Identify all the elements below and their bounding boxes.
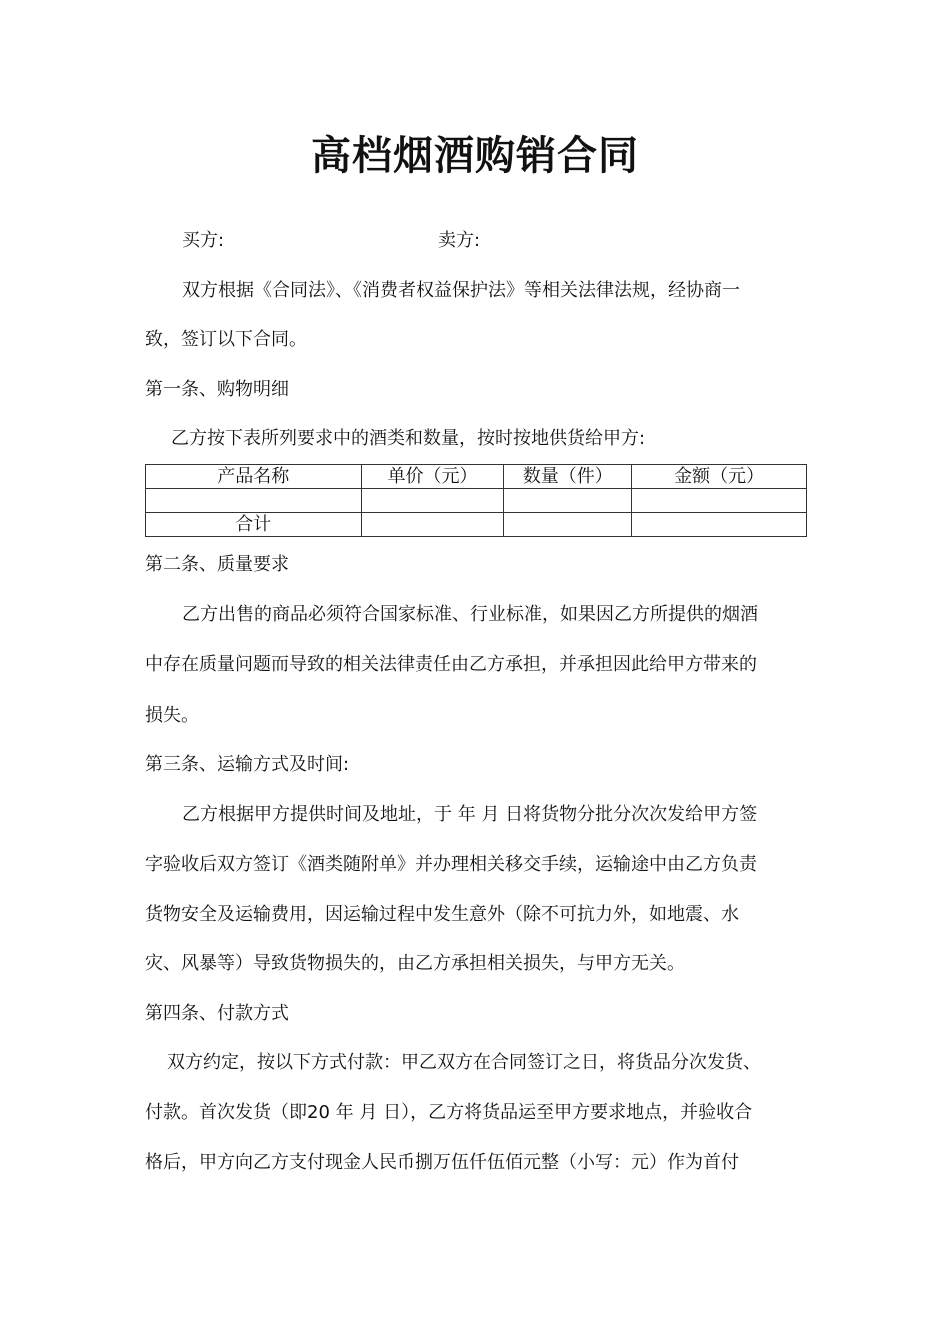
table-cell	[504, 489, 632, 513]
table-cell	[361, 513, 504, 537]
total-label: 合计	[146, 513, 362, 537]
article-1-lead: 乙方按下表所列要求中的酒类和数量，按时按地供货给甲方:	[171, 428, 646, 449]
article-2-heading: 第二条、质量要求	[145, 554, 289, 575]
table-cell	[632, 513, 807, 537]
article-2-line-2: 中存在质量问题而导致的相关法律责任由乙方承担，并承担因此给甲方带来的	[145, 654, 757, 675]
article-2-line-1: 乙方出售的商品必须符合国家标准、行业标准，如果因乙方所提供的烟酒	[182, 604, 758, 625]
article-3-line-3: 货物安全及运输费用，因运输过程中发生意外（除不可抗力外，如地震、水	[145, 904, 739, 925]
article-4-line-1: 双方约定，按以下方式付款：甲乙双方在合同签订之日，将货品分次发货、	[167, 1052, 761, 1073]
header-amount: 金额（元）	[632, 465, 807, 489]
document-title: 高档烟酒购销合同	[311, 133, 639, 179]
table-cell	[632, 489, 807, 513]
header-product-name: 产品名称	[146, 465, 362, 489]
intro-line-2: 致，签订以下合同。	[145, 329, 307, 350]
article-4-line-3: 格后，甲方向乙方支付现金人民币捌万伍仟伍佰元整（小写：元）作为首付	[145, 1152, 739, 1173]
article-3-line-2: 字验收后双方签订《酒类随附单》并办理相关移交手续，运输途中由乙方负责	[145, 854, 757, 875]
table-cell	[146, 489, 362, 513]
article-3-heading: 第三条、运输方式及时间:	[145, 754, 350, 775]
article-4-line-2: 付款。首次发货（即20 年 月 日），乙方将货品运至甲方要求地点，并验收合	[145, 1102, 753, 1123]
article-4-heading: 第四条、付款方式	[145, 1003, 289, 1024]
table-cell	[504, 513, 632, 537]
goods-table	[145, 464, 807, 537]
article-3-line-1: 乙方根据甲方提供时间及地址，于 年 月 日将货物分批分次次发给甲方签	[182, 804, 758, 825]
seller-label: 卖方:	[438, 230, 481, 251]
table-row	[146, 489, 807, 513]
table-total-row	[146, 513, 807, 537]
intro-line-1: 双方根据《合同法》、《消费者权益保护法》等相关法律法规，经协商一	[182, 280, 740, 301]
table-cell	[361, 489, 504, 513]
article-3-line-4: 灾、风暴等）导致货物损失的，由乙方承担相关损失，与甲方无关。	[145, 953, 685, 974]
table-header-row	[146, 465, 807, 489]
article-1-heading: 第一条、购物明细	[145, 379, 289, 400]
header-quantity: 数量（件）	[504, 465, 632, 489]
header-unit-price: 单价（元）	[361, 465, 504, 489]
buyer-label: 买方:	[182, 230, 225, 251]
article-2-line-3: 损失。	[145, 705, 199, 726]
